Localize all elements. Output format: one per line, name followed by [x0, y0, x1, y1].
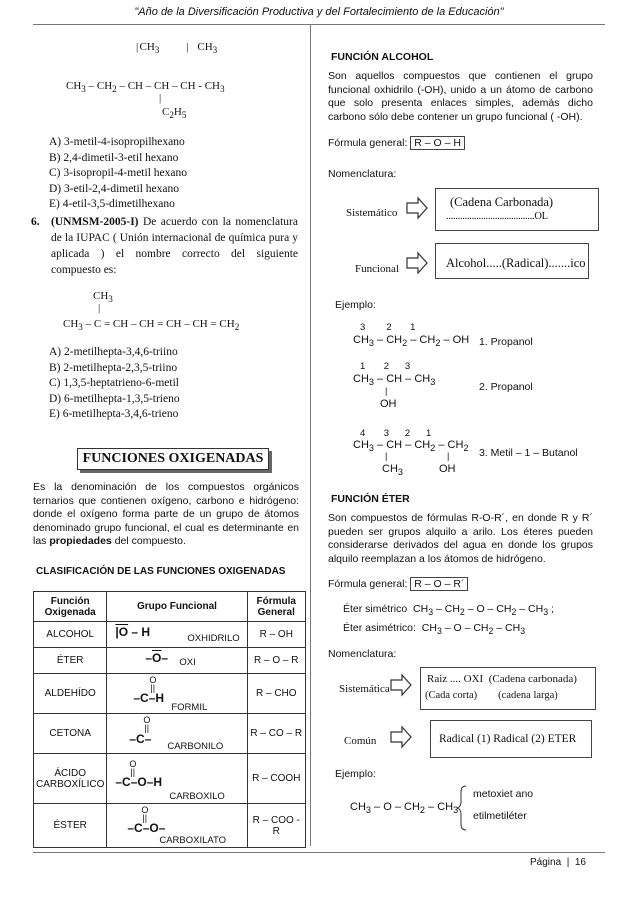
- group-name: OXHIDRILO: [187, 632, 240, 644]
- q5-option[interactable]: D) 3-etil-2,4-dimetil hexano: [49, 182, 179, 195]
- q6-option[interactable]: D) 6-metilhepta-1,3,5-trieno: [49, 392, 180, 405]
- table-row: [34, 674, 306, 714]
- page-header: "Año de la Diversificación Productiva y del Fortalecimiento de la Educación": [134, 6, 504, 18]
- q5-formula-bar2: |: [159, 92, 162, 104]
- cell-funcion: ÁCIDO CARBOXÍLICO: [34, 754, 107, 804]
- classification-table: [33, 591, 306, 848]
- ex3-name: 3. Metil – 1 – Butanol: [479, 447, 578, 459]
- ex3-bar: |: [447, 451, 450, 461]
- sist-line1: Raiz .... OXI (Cadena carbonada): [427, 673, 577, 685]
- alcohol-ejemplo-label: Ejemplo:: [335, 299, 376, 311]
- cell-grupo: [107, 648, 247, 674]
- q5-option[interactable]: A) 3-metil-4-isopropilhexano: [49, 136, 185, 148]
- cell-grupo: [107, 714, 247, 754]
- ex2-name: 2. Propanol: [479, 381, 533, 393]
- sistematica-label: Sistemática: [339, 683, 390, 695]
- comun-label: Común: [344, 735, 377, 747]
- eter-nomenclatura-label: Nomenclatura:: [328, 648, 397, 660]
- q6-option[interactable]: B) 2-metilhepta-2,3,5-triino: [49, 361, 178, 374]
- alcohol-title: FUNCIÓN ALCOHOL: [331, 51, 434, 63]
- eter-formula: R – O – R´: [410, 577, 468, 591]
- q5-formula-bars: | |: [136, 41, 189, 53]
- group-name: CARBOXILO: [169, 790, 225, 802]
- brace-icon: [456, 784, 468, 832]
- carbonyl-o: O: [143, 714, 151, 725]
- q5-option[interactable]: B) 2,4-dimetil-3-etil hexano: [49, 151, 179, 164]
- intro-text: Es la denominación de los compuestos orgánicos ternarios que contienen oxígeno, carbono e hidrógeno: donde el oxígeno forma parte de un grupo de átomos denominado grupo funcional, el cual es determinante en las: [33, 481, 299, 548]
- arrow-icon: [389, 725, 413, 749]
- footer-rule: [33, 852, 605, 853]
- th-formula: Fórmula General: [247, 592, 305, 622]
- table-row: [34, 648, 306, 674]
- q6-formula-bar: |: [98, 302, 101, 314]
- comun-text: Radical (1) Radical (2) ETER: [439, 733, 577, 745]
- q6-formula-main: $CH_3$ – C = CH – CH = CH – CH = $CH_2$: [63, 318, 240, 333]
- formil-structure: –C–H: [133, 690, 165, 705]
- formula-label: Fórmula general:: [328, 578, 408, 590]
- cell-formula: R – OH: [247, 622, 305, 648]
- alcohol-formula: R – O – H: [410, 136, 465, 150]
- intro-bold: propiedades: [49, 535, 112, 548]
- cell-funcion: CETONA: [34, 714, 107, 754]
- q6-formula-top: $CH_3$: [93, 290, 113, 305]
- cell-formula: R – COO - R: [247, 804, 305, 848]
- formula-label: Fórmula general:: [328, 137, 408, 149]
- th-grupo: Grupo Funcional: [107, 592, 247, 622]
- carbonyl-o: O: [129, 758, 137, 769]
- cell-grupo: [107, 622, 247, 648]
- eter-simetrico: Éter simétrico $CH_3 - CH_2$ – O – $CH_2 - CH_3$ ;: [343, 603, 554, 618]
- oxhidrilo-structure: |O – H: [115, 624, 151, 639]
- double-bond: ||: [144, 722, 150, 733]
- double-bond: ||: [130, 766, 136, 777]
- eter-formula-line: [328, 578, 468, 590]
- arrow-icon: [405, 251, 429, 275]
- q5-option[interactable]: C) 3-isopropil-4-metil hexano: [49, 167, 187, 180]
- classification-title: CLASIFICACIÓN DE LAS FUNCIONES OXIGENADAS: [36, 566, 286, 577]
- table-header-row: [34, 592, 306, 622]
- q5-options: [49, 135, 187, 213]
- q6-number: 6.: [31, 216, 40, 228]
- q6-text: De acuerdo con la nomenclatura de la IUPAC ( Unión internacional de química pura y aplicada ) el nombre correcto del siguiente compuesto es:: [51, 216, 298, 276]
- cell-grupo: [107, 754, 247, 804]
- q6-question: [51, 214, 298, 278]
- eter-title: FUNCIÓN ÉTER: [331, 493, 410, 505]
- ex1-nums: 3 2 1: [360, 322, 416, 333]
- q6-options: [49, 345, 180, 423]
- q5-option[interactable]: E) 4-etil-3,5-dimetilhexano: [49, 198, 175, 211]
- comun-box: [430, 720, 592, 758]
- q5-formula-sub: $C_2H_5$: [162, 106, 187, 121]
- sistematica-box: [420, 667, 596, 710]
- q5-formula-top: $CH_3$ $CH_3$: [139, 41, 218, 56]
- cell-funcion: ÉSTER: [34, 804, 107, 848]
- q6-source: (UNMSM-2005-I): [51, 216, 139, 228]
- eter-text: Son compuestos de fórmulas R-O-R´, en donde R y R´ pueden ser grupos alquilo a arilo. Los éteres pueden considerarse derivados del agua en donde los grupos alquilo reemplazan a los átomos de hidrógeno.: [328, 512, 593, 565]
- arrow-icon: [405, 196, 429, 220]
- ex3-sub: $CH_3$ OH: [382, 463, 456, 478]
- table-row: [34, 622, 306, 648]
- cell-funcion: ÉTER: [34, 648, 107, 674]
- cell-formula: R – CHO: [247, 674, 305, 714]
- sistematico-box: [435, 188, 599, 231]
- alcohol-nomenclatura-label: Nomenclatura:: [328, 168, 397, 180]
- ex2-bar: |: [385, 386, 388, 396]
- group-name: FORMIL: [171, 701, 208, 713]
- page-number: Página | 16: [530, 857, 586, 868]
- cell-formula: R – CO – R: [247, 714, 305, 754]
- arrow-icon: [389, 673, 413, 697]
- q5-formula-main: $CH_3 - CH_2$ – CH – CH – CH - $CH_3$: [66, 80, 225, 95]
- funcional-label: Funcional: [355, 263, 399, 275]
- ex1-name: 1. Propanol: [479, 336, 533, 348]
- eter-example-name: metoxiet ano: [473, 788, 534, 800]
- ex3-bar: |: [385, 451, 388, 461]
- funciones-intro: [33, 481, 299, 549]
- group-name: OXI: [179, 656, 196, 668]
- q6-option[interactable]: A) 2-metilhepta-3,4,6-triino: [49, 346, 178, 358]
- table-row: [34, 754, 306, 804]
- group-name: CARBOXILATO: [159, 834, 227, 846]
- header-rule: [33, 24, 605, 25]
- func-text: Alcohol.....(Radical).......ico: [446, 256, 586, 270]
- eter-asimetrico: Éter asimétrico: $CH_3$ – O – $CH_2 - CH_3$: [343, 622, 526, 637]
- cell-formula: R – COOH: [247, 754, 305, 804]
- ex3-nums: 4 3 2 1: [360, 428, 432, 439]
- q6-option[interactable]: C) 1,3,5-heptatrieno-6-metil: [49, 377, 179, 390]
- cell-grupo: [107, 674, 247, 714]
- carboxilato-structure: –C–O–: [127, 820, 166, 835]
- table-row: [34, 804, 306, 848]
- ex2-sub: OH: [380, 398, 397, 410]
- ex2-formula: $CH_3$ – CH – $CH_3$: [353, 373, 436, 388]
- alcohol-formula-line: [328, 137, 465, 149]
- cell-formula: R – O – R: [247, 648, 305, 674]
- alcohol-text: Son aquellos compuestos que contienen el grupo funcional oxhidrilo (-OH), unido a un átomo de carbono que solo presenta enlaces simples, además dicho carbono sólo debe contener un grupo funcional ( -OH).: [328, 70, 593, 123]
- ex2-nums: 1 2 3: [360, 361, 411, 372]
- oxi-structure: $-\overline{O}-$: [145, 650, 169, 665]
- carboxilo-structure: –C–O–H: [115, 774, 163, 789]
- th-funcion: Función Oxigenada: [34, 592, 107, 622]
- column-divider: [310, 24, 311, 846]
- sistematico-label: Sistemático: [346, 207, 398, 219]
- cell-grupo: [107, 804, 247, 848]
- sist-dots: ......................................OL: [446, 211, 548, 222]
- sist-cadena: (Cadena Carbonada): [450, 195, 554, 209]
- eter-example-formula: $CH_3$ – O – $CH_2 - CH_3$: [350, 801, 459, 816]
- carbonyl-o: O: [141, 804, 149, 815]
- cell-funcion: ALCOHOL: [34, 622, 107, 648]
- group-name: CARBONILO: [167, 740, 224, 752]
- eter-example-name: etilmetiléter: [473, 810, 527, 822]
- ex1-formula: $CH_3 - CH_2 - CH_2$ – OH: [353, 334, 470, 349]
- carbonilo-structure: –C–: [129, 731, 152, 746]
- double-bond: ||: [142, 812, 148, 823]
- eter-ejemplo-label: Ejemplo:: [335, 768, 376, 780]
- intro-text-end: del compuesto.: [111, 535, 186, 548]
- section-title-funciones-oxigenadas: FUNCIONES OXIGENADAS: [77, 448, 269, 470]
- double-bond: ||: [150, 682, 156, 693]
- table-row: [34, 714, 306, 754]
- cell-funcion: ALDEHÍDO: [34, 674, 107, 714]
- ex3-formula: $CH_3$ – CH – $CH_2 - CH_2$: [353, 439, 469, 454]
- carbonyl-o: O: [149, 674, 157, 685]
- q6-option[interactable]: E) 6-metilhepta-3,4,6-trieno: [49, 408, 179, 421]
- funcional-box: [435, 243, 589, 279]
- sist-line2: (Cada corta) (cadena larga): [425, 690, 558, 701]
